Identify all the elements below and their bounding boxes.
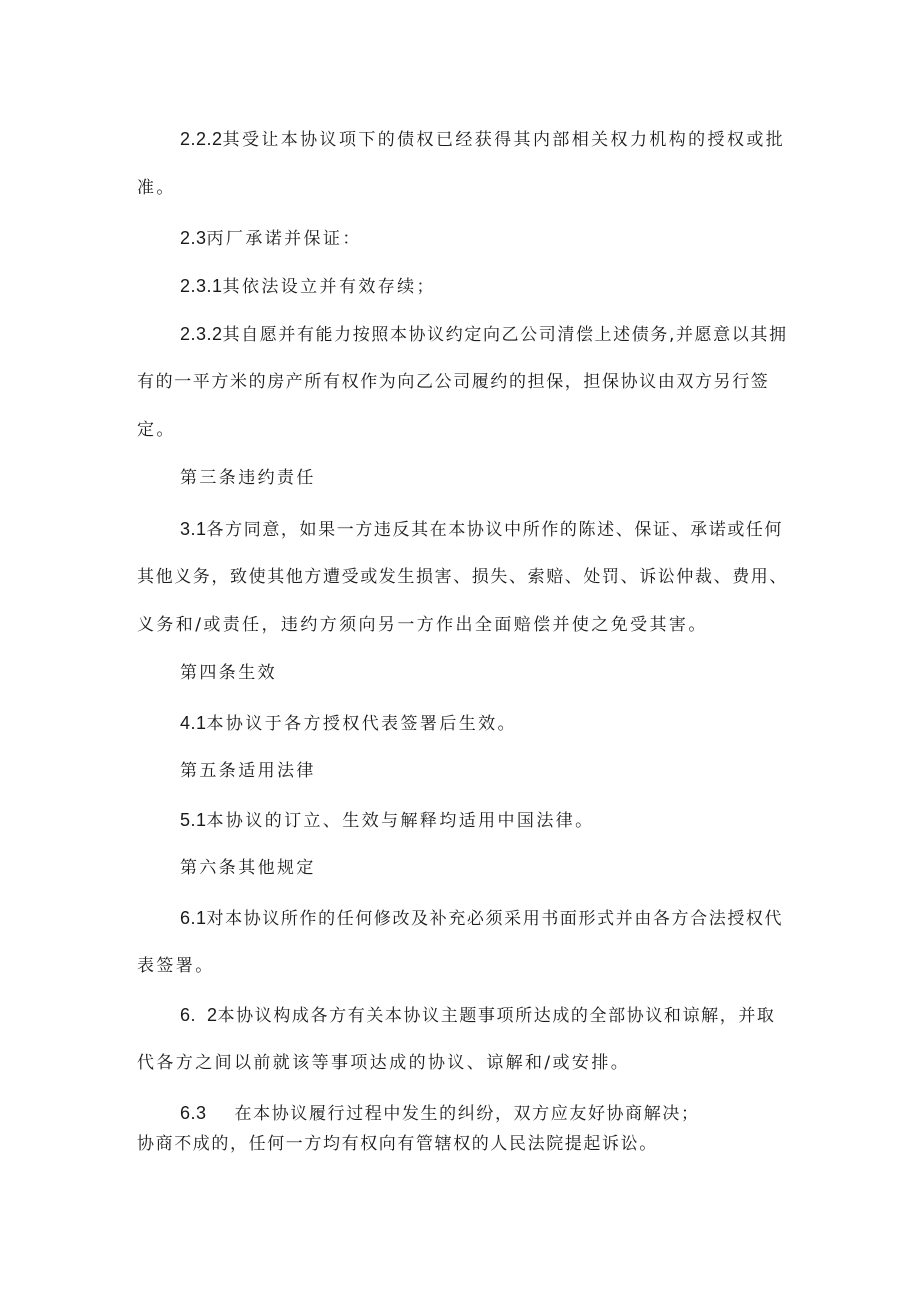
clause-text: 本协议于各方授权代表签署后生效。 <box>206 714 517 734</box>
clause-number: 6.1 <box>180 908 207 928</box>
clause-6-1-line-1 <box>180 909 783 928</box>
clause-6-3-line-2 <box>137 1136 658 1153</box>
clause-text: 义务和/或责任，违约方须向另一方作出全面赔偿并使之免受其害。 <box>137 615 708 635</box>
clause-text: 本协议构成各方有关本协议主题事项所达成的全部协议和谅解，并取 <box>217 1006 776 1026</box>
clause-3-1-line-3 <box>137 617 708 634</box>
clause-text: 本协议的订立、生效与解释均适用中国法律。 <box>206 811 595 831</box>
article-title: 第四条生效 <box>180 663 277 683</box>
clause-text: 各方同意，如果一方违反其在本协议中所作的陈述、保证、承诺或任何 <box>206 520 784 540</box>
clause-text: 协商不成的，任何一方均有权向有管辖权的人民法院提起诉讼。 <box>137 1134 658 1154</box>
clause-6-2-line-2 <box>137 1055 630 1072</box>
clause-text: 表签署。 <box>137 956 215 976</box>
clause-number: 2.3.2 <box>180 324 223 344</box>
clause-2-3 <box>180 229 362 248</box>
article-title: 第六条其他规定 <box>180 858 316 878</box>
article-6-heading <box>180 860 316 877</box>
clause-number: 2.3 <box>180 228 207 248</box>
article-title: 第五条适用法律 <box>180 761 316 781</box>
clause-number: 2.3.1 <box>180 276 223 296</box>
article-4-heading <box>180 665 277 682</box>
article-title: 第三条违约责任 <box>180 468 316 488</box>
clause-text: 其自愿并有能力按照本协议约定向乙公司清偿上述债务,并愿意以其拥 <box>222 325 788 345</box>
clause-5-1 <box>180 811 595 830</box>
clause-text: 其依法设立并有效存续； <box>222 277 436 297</box>
clause-number: 6.3 <box>180 1103 207 1123</box>
article-5-heading <box>180 763 316 780</box>
clause-text: 代各方之间以前就该等事项达成的协议、谅解和/或安排。 <box>137 1053 631 1073</box>
clause-text: 有的一平方米的房产所有权作为向乙公司履约的担保，担保协议由双方另行签 <box>137 372 770 392</box>
clause-text: 在本协议履行过程中发生的纠纷，双方应友好协商解决； <box>206 1104 700 1124</box>
clause-number: 2.2.2 <box>180 129 223 149</box>
clause-number: 3.1 <box>180 519 207 539</box>
clause-text: 丙厂承诺并保证： <box>206 229 362 249</box>
clause-2-2-2-line-1 <box>180 130 785 149</box>
clause-number: 4.1 <box>180 713 207 733</box>
clause-2-2-2-line-2 <box>137 180 176 197</box>
clause-2-3-2-line-3 <box>137 422 176 439</box>
clause-text: 定。 <box>137 420 176 440</box>
clause-2-3-1 <box>180 277 436 296</box>
clause-text: 对本协议所作的任何修改及补充必须采用书面形式并由各方合法授权代 <box>206 909 784 929</box>
clause-3-1-line-2 <box>137 569 788 586</box>
clause-text: 其他义务，致使其他方遭受或发生损害、损失、索赔、处罚、诉讼仲裁、费用、 <box>137 567 788 587</box>
clause-text: 其受让本协议项下的债权已经获得其内部相关权力机构的授权或批 <box>222 130 786 150</box>
clause-3-1-line-1 <box>180 520 783 539</box>
clause-2-3-2-line-2 <box>137 374 769 391</box>
article-3-heading <box>180 470 316 487</box>
clause-6-1-line-2 <box>137 958 215 975</box>
clause-number: 5.1 <box>180 810 207 830</box>
clause-2-3-2-line-1 <box>180 325 788 344</box>
clause-number: 6. 2 <box>180 1005 218 1025</box>
clause-6-3-line-1 <box>180 1104 700 1123</box>
clause-4-1 <box>180 714 517 733</box>
clause-6-2-line-1 <box>180 1006 776 1025</box>
clause-text: 准。 <box>137 178 176 198</box>
